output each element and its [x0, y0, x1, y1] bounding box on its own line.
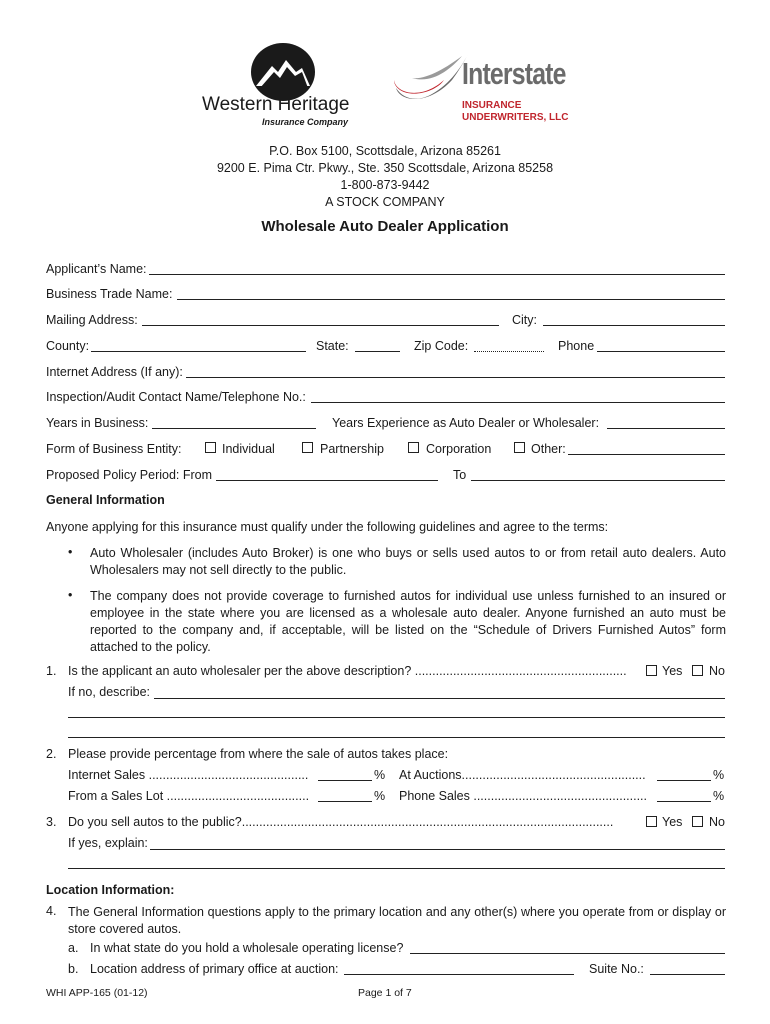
percent-sign: % [374, 789, 386, 803]
mailing-address-field[interactable] [142, 311, 499, 326]
internet-sales-percent-field[interactable] [318, 766, 372, 781]
question-4-number: 4. [46, 904, 57, 918]
auctions-percent-field[interactable] [657, 766, 711, 781]
western-heritage-name: Western Heritage [202, 94, 350, 115]
stock-company-label: A STOCK COMPANY [325, 195, 445, 209]
q3-yes-label: Yes [662, 815, 683, 829]
business-trade-name-field[interactable] [177, 285, 725, 300]
city-field[interactable] [543, 311, 725, 326]
business-trade-name-label: Business Trade Name: [46, 287, 173, 301]
state-label: State: [316, 339, 349, 353]
bullet-icon: • [68, 545, 73, 559]
phone-sales-label: Phone Sales .................................................. [399, 789, 648, 803]
question-2-number: 2. [46, 747, 57, 761]
q1-describe-line [68, 737, 725, 738]
q1-yes-checkbox[interactable] [646, 665, 657, 676]
sales-lot-label: From a Sales Lot ......................................... [68, 789, 310, 803]
license-state-question: In what state do you hold a wholesale operating license? [90, 941, 404, 955]
inspection-contact-field[interactable] [311, 388, 725, 403]
sales-lot-percent-field[interactable] [318, 787, 372, 802]
license-state-field[interactable] [410, 939, 725, 954]
policy-period-to-field[interactable] [471, 466, 725, 481]
guideline-bullet-2: The company does not provide coverage to furnished autos for individual use unless furnished to an insured or employee in the state where you are licensed as a wholesale auto dealer. Anyone furnished an auto must be reported to the company and, if acceptable, will be listed on the “Schedule of Drivers Furnished Autos” form attached to the policy. [90, 589, 726, 654]
mailing-address-label: Mailing Address: [46, 313, 138, 327]
auctions-label: At Auctions..................................................... [399, 768, 646, 782]
applicant-name-field[interactable] [149, 260, 725, 275]
partnership-checkbox[interactable] [302, 442, 313, 453]
zip-code-label: Zip Code: [414, 339, 469, 353]
form-of-entity-label: Form of Business Entity: [46, 442, 182, 456]
years-in-business-label: Years in Business: [46, 416, 149, 430]
internet-sales-label: Internet Sales .............................................. [68, 768, 309, 782]
applicant-name-label: Applicant’s Name: [46, 262, 147, 276]
q3-no-checkbox[interactable] [692, 816, 703, 827]
years-experience-label: Years Experience as Auto Dealer or Wholesaler: [332, 416, 600, 430]
phone-sales-percent-field[interactable] [657, 787, 711, 802]
mountain-emblem-icon [250, 42, 316, 102]
inspection-contact-label: Inspection/Audit Contact Name/Telephone No.: [46, 390, 306, 404]
interstate-swoosh-icon [392, 50, 472, 108]
item-b-label: b. [68, 962, 79, 976]
corporation-option-label: Corporation [426, 442, 492, 456]
form-id: WHI APP-165 (01-12) [46, 987, 148, 999]
years-in-business-field[interactable] [152, 414, 316, 429]
q1-describe-field[interactable] [154, 684, 725, 699]
q1-describe-line [68, 717, 725, 718]
individual-option-label: Individual [222, 442, 275, 456]
percent-sign: % [713, 768, 725, 782]
question-1-text: Is the applicant an auto wholesaler per the above description? ............................................................. [68, 664, 627, 678]
percent-sign: % [374, 768, 386, 782]
address-line-2: 9200 E. Pima Ctr. Pkwy., Ste. 350 Scottsdale, Arizona 85258 [216, 161, 554, 175]
bullet-icon: • [68, 588, 73, 602]
q1-no-label: No [709, 664, 725, 678]
policy-period-from-label: Proposed Policy Period: From [46, 468, 213, 482]
phone-field[interactable] [597, 337, 725, 352]
question-1-sub-label: If no, describe: [68, 685, 150, 699]
guideline-bullet-1: Auto Wholesaler (includes Auto Broker) is one who buys or sells used autos to or from retail auto dealers. Auto Wholesalers may not sell directly to the public. [90, 546, 726, 577]
internet-address-label: Internet Address (If any): [46, 365, 183, 379]
internet-address-field[interactable] [186, 363, 725, 378]
q3-explain-field[interactable] [150, 835, 725, 850]
question-4-text: The General Information questions apply to the primary location and any other(s) where you operate from or display or store covered autos. [68, 905, 726, 936]
interstate-line-2: UNDERWRITERS, LLC [462, 112, 569, 123]
state-field[interactable] [355, 337, 400, 352]
individual-checkbox[interactable] [205, 442, 216, 453]
percent-sign: % [713, 789, 725, 803]
suite-no-field[interactable] [650, 960, 725, 975]
q1-yes-label: Yes [662, 664, 683, 678]
address-phone: 1-800-873-9442 [340, 178, 430, 192]
interstate-line-1: INSURANCE [462, 100, 522, 111]
county-label: County: [46, 339, 90, 353]
western-heritage-subtitle: Insurance Company [262, 117, 349, 127]
q3-explain-line [68, 868, 725, 869]
question-3-text: Do you sell autos to the public?........................................................................................................... [68, 815, 614, 829]
other-option-label: Other: [531, 442, 566, 456]
q3-no-label: No [709, 815, 725, 829]
policy-period-to-label: To [453, 468, 467, 482]
zip-code-field[interactable] [474, 337, 544, 352]
question-1-number: 1. [46, 664, 57, 678]
partnership-option-label: Partnership [320, 442, 384, 456]
suite-no-label: Suite No.: [589, 962, 644, 976]
general-information-heading: General Information [46, 493, 165, 507]
other-checkbox[interactable] [514, 442, 525, 453]
page-title: Wholesale Auto Dealer Application [261, 218, 509, 235]
phone-label: Phone [558, 339, 595, 353]
q1-no-checkbox[interactable] [692, 665, 703, 676]
item-a-label: a. [68, 941, 79, 955]
auction-address-question: Location address of primary office at auction: [90, 962, 339, 976]
location-information-heading: Location Information: [46, 883, 175, 897]
address-line-1: P.O. Box 5100, Scottsdale, Arizona 85261 [269, 144, 501, 158]
interstate-name: Interstate [462, 56, 566, 91]
auction-address-field[interactable] [344, 960, 574, 975]
corporation-checkbox[interactable] [408, 442, 419, 453]
q3-yes-checkbox[interactable] [646, 816, 657, 827]
question-3-number: 3. [46, 815, 57, 829]
years-experience-field[interactable] [607, 414, 725, 429]
city-label: City: [512, 313, 537, 327]
question-3-sub-label: If yes, explain: [68, 836, 148, 850]
county-field[interactable] [91, 337, 306, 352]
other-entity-field[interactable] [568, 440, 725, 455]
page-number: Page 1 of 7 [358, 987, 412, 999]
question-2-text: Please provide percentage from where the sale of autos takes place: [68, 747, 449, 761]
policy-period-from-field[interactable] [216, 466, 438, 481]
general-intro: Anyone applying for this insurance must qualify under the following guidelines and agree to the terms: [46, 520, 609, 534]
